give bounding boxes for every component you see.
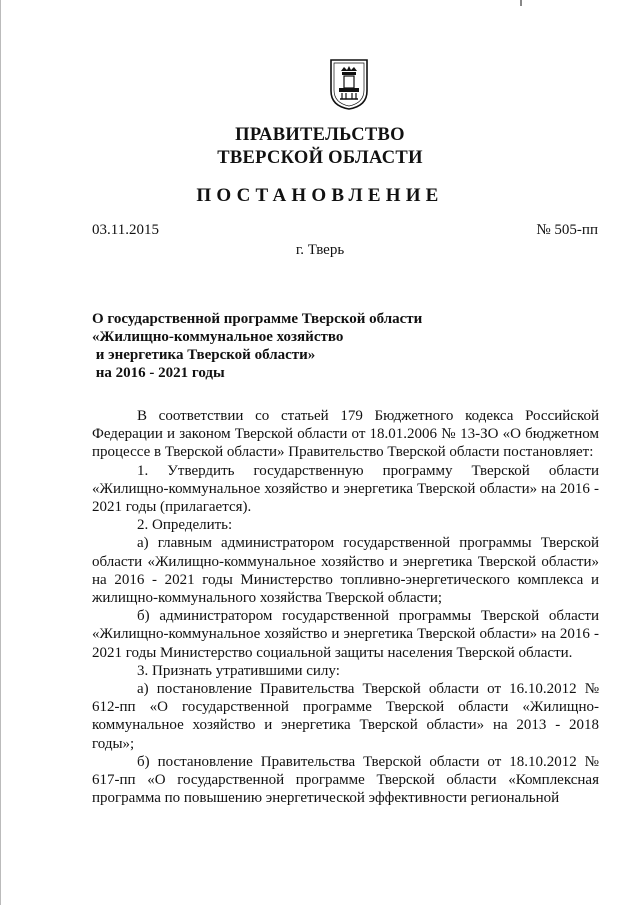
document-number: № 505-пп <box>536 222 598 238</box>
document-type: ПОСТАНОВЛЕНИЕ <box>196 185 444 206</box>
subject-line: О государственной программе Тверской области <box>92 311 423 327</box>
body-paragraph: б) администратором государственной программы Тверской области «Жилищно-коммунальное хозяйство и энергетика Тверской области» на 2016 - 2021 годы Министерство социальной защиты населения Тверской области. <box>92 608 599 661</box>
subject-line: и энергетика Тверской области» <box>92 347 316 363</box>
scan-mark <box>520 0 522 6</box>
document-city: г. Тверь <box>295 242 345 258</box>
body-paragraph: 1. Утвердить государственную программу Тверской области «Жилищно-коммунальное хозяйство и энергетика Тверской области» на 2016 - 2021 годы (прилагается). <box>92 462 599 516</box>
government-title <box>0 124 640 170</box>
body-paragraph: 3. Признать утратившими силу: <box>137 662 340 679</box>
document-subject <box>92 310 422 382</box>
coat-of-arms-icon <box>328 57 370 111</box>
body-paragraph: 2. Определить: <box>137 517 233 534</box>
document-body <box>92 407 599 807</box>
document-date: 03.11.2015 <box>92 222 159 238</box>
subject-line: «Жилищно-коммунальное хозяйство <box>92 329 344 345</box>
body-paragraph: В соответствии со статьей 179 Бюджетного кодекса Российской Федерации и законом Тверской области от 18.01.2006 № 13-ЗО «О бюджетном процессе в Тверской области» Правительство Тверской области постановляет: <box>92 408 599 461</box>
body-paragraph: а) главным администратором государственной программы Тверской области «Жилищно-коммунальное хозяйство и энергетика Тверской области» на 2016 - 2021 годы Министерство топливно-энергетического комплекса и жилищно-коммунального хозяйства Тверской области; <box>92 535 599 607</box>
body-paragraph: б) постановление Правительства Тверской области от 18.10.2012 № 617-пп «О государственной программе Тверской области «Комплексная программа по повышению энергетической эффективности региональной <box>92 753 599 807</box>
title-line-1: ПРАВИТЕЛЬСТВО <box>235 125 405 145</box>
subject-line: на 2016 - 2021 годы <box>92 365 225 381</box>
title-line-2: ТВЕРСКОЙ ОБЛАСТИ <box>217 148 423 168</box>
body-paragraph: а) постановление Правительства Тверской области от 16.10.2012 № 612-пп «О государственной программе Тверской области «Жилищно-коммунальное хозяйство и энергетика Тверской области» на 2013 - 2018 годы»; <box>92 681 599 752</box>
